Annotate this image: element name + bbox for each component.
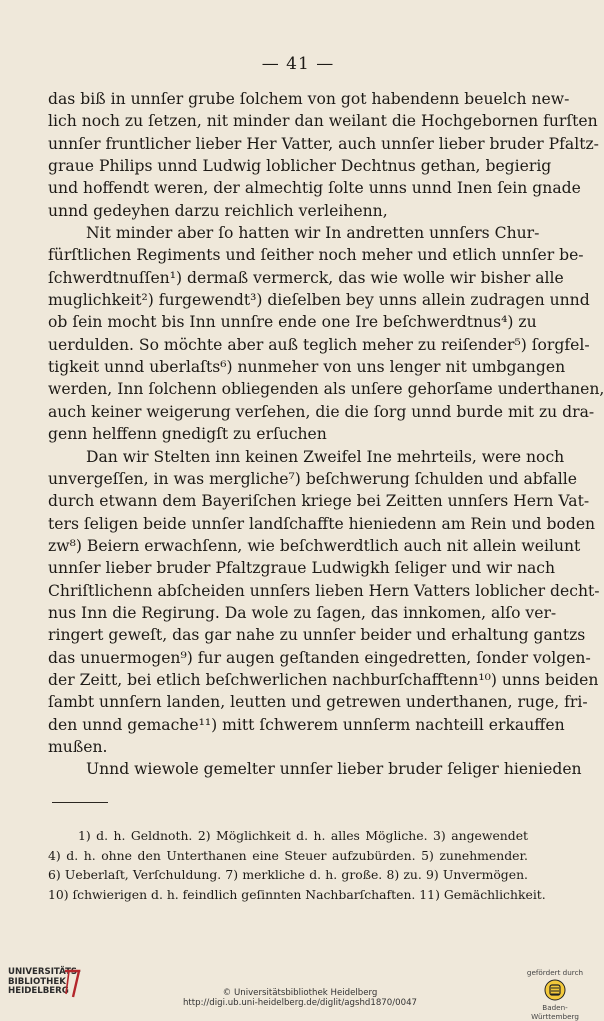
state-emblem-icon (544, 979, 566, 1001)
text-line: Nit minder aber ſo hatten wir In andretten unnſers Chur- (86, 224, 540, 243)
text-line: ters ſeligen beide unnſer landſchaffte hieniedenn am Rein und boden (48, 514, 596, 533)
text-line: durch etwann dem Bayeriſchen kriege bei Zeitten unnſers Hern Vat- (48, 492, 590, 511)
footnote-line: 4) d. h. ohne den Unterthanen eine Steuer aufzubürden. 5) zunehmender. (48, 847, 528, 863)
footnote-line: 1) d. h. Geldnoth. 2) Möglichkeit d. h. alles Mögliche. 3) angewendet (78, 828, 528, 843)
library-name-line: UNIVERSITÄTS- (8, 967, 81, 977)
text-line: ob ſein mocht bis Inn unnſre ende one Ire beſchwerdtnus⁴) zu (48, 313, 537, 332)
text-line: zw⁸) Beiern erwachſenn, wie beſchwerdtlich auch nit allein weilunt (48, 536, 581, 555)
library-name-line: HEIDELBERG (8, 986, 69, 997)
text-line: fürſtlichen Regiments und ſeither noch meher und etlich unnſer be- (48, 246, 584, 265)
funding-notice (520, 968, 590, 1021)
text-line: ſambt unnſern landen, leutten und getrewen underthanen, ruge, fri- (48, 693, 588, 712)
text-line: ſchwerdtnuſſen¹) dermaß vermerck, das wie wolle wir bisher alle (48, 268, 564, 287)
footnote-line: 6) Ueberlaſt, Verſchuldung. 7) merkliche d. h. große. 8) zu. 9) Unvermögen. (48, 867, 528, 883)
text-line: mußen. (48, 737, 108, 756)
text-line: ringert geweſt, das gar nahe zu unnſer beider und erhaltung gantzs (48, 626, 586, 645)
text-line: Dan wir Stelten inn keinen Zweifel Ine mehrteils, were noch (86, 447, 565, 466)
main-text (48, 88, 604, 781)
library-logo-icon (62, 968, 82, 1000)
text-line: unnd gedeyhen darzu reichlich verleihenn, (48, 201, 388, 220)
text-line: genn helffenn gnedigſt zu erſuchen (48, 425, 327, 444)
text-line: uerdulden. So möchte aber auß teglich meher zu reiſender⁵) ſorgfel- (48, 335, 590, 354)
funder-name: Baden-Württemberg (531, 1003, 579, 1021)
footer-citation (150, 988, 450, 1008)
text-line: Chriſtlichenn abſcheiden unnſers lieben Hern Vatters loblicher decht- (48, 581, 600, 600)
footnote-line: 10) ſchwierigen d. h. feindlich geſinnten Nachbarſchaften. 11) Gemächlichkeit. (48, 886, 546, 902)
text-line: nus Inn die Regirung. Da wole zu ſagen, das innkomen, alſo ver- (48, 603, 557, 622)
text-line: muglichkeit²) furgewendt³) dieſelben bey unns allein zudragen unnd (48, 291, 590, 310)
text-line: und hoffendt weren, der almechtig ſolte unns unnd Inen ſein gnade (48, 179, 581, 198)
text-line: graue Philips unnd Ludwig loblicher Dechtnus gethan, begierig (48, 157, 552, 176)
footnotes (48, 826, 546, 904)
footnote-divider (52, 802, 108, 803)
text-line: tigkeit unnd uberlaſts⁶) nunmeher von uns lenger nit umbgangen (48, 358, 566, 377)
text-line: auch keiner weigerung verſehen, die die ſorg unnd burde mit zu dra- (48, 402, 595, 421)
text-line: den unnd gemache¹¹) mitt ſchwerem unnſerm nachteill erkauffen (48, 715, 565, 734)
text-line: das unuermogen⁹) fur augen geſtanden eingedretten, ſonder volgen- (48, 648, 591, 667)
funded-by-label: gefördert durch (526, 968, 584, 977)
text-line: das biß in unnſer grube ſolchem von got habendenn beuelch new- (48, 90, 570, 108)
digitization-footer (0, 962, 596, 1021)
text-line: unnſer lieber bruder Pfaltzgraue Ludwigkh ſeliger und wir nach (48, 559, 556, 578)
page-number: — 41 — (261, 54, 335, 74)
text-line: lich noch zu ſetzen, nit minder dan weilant die Hochgebornen furſten (48, 112, 598, 131)
text-line: unnſer fruntlicher lieber Her Vatter, auch unnſer lieber bruder Pfaltz- (48, 134, 599, 153)
text-line: Unnd wiewole gemelter unnſer lieber bruder ſeliger hienieden (86, 760, 582, 779)
text-line: unvergeſſen, in was merglichе⁷) beſchwerung ſchulden und abfalle (48, 469, 578, 488)
library-name-line: BIBLIOTHEK (8, 976, 66, 987)
text-line: der Zeitt, bei etlich beſchwerlichen nachburſchafftenn¹⁰) unns beiden (48, 670, 599, 689)
copyright-text: © Universitätsbibliothek Heidelberg (222, 988, 378, 998)
text-line: werden, Inn ſolchenn obliegenden als unſere gehorſame underthanen, (48, 380, 604, 399)
source-url[interactable]: http://digi.ub.uni-heidelberg.de/diglit/agshd1870/0047 (182, 998, 418, 1008)
